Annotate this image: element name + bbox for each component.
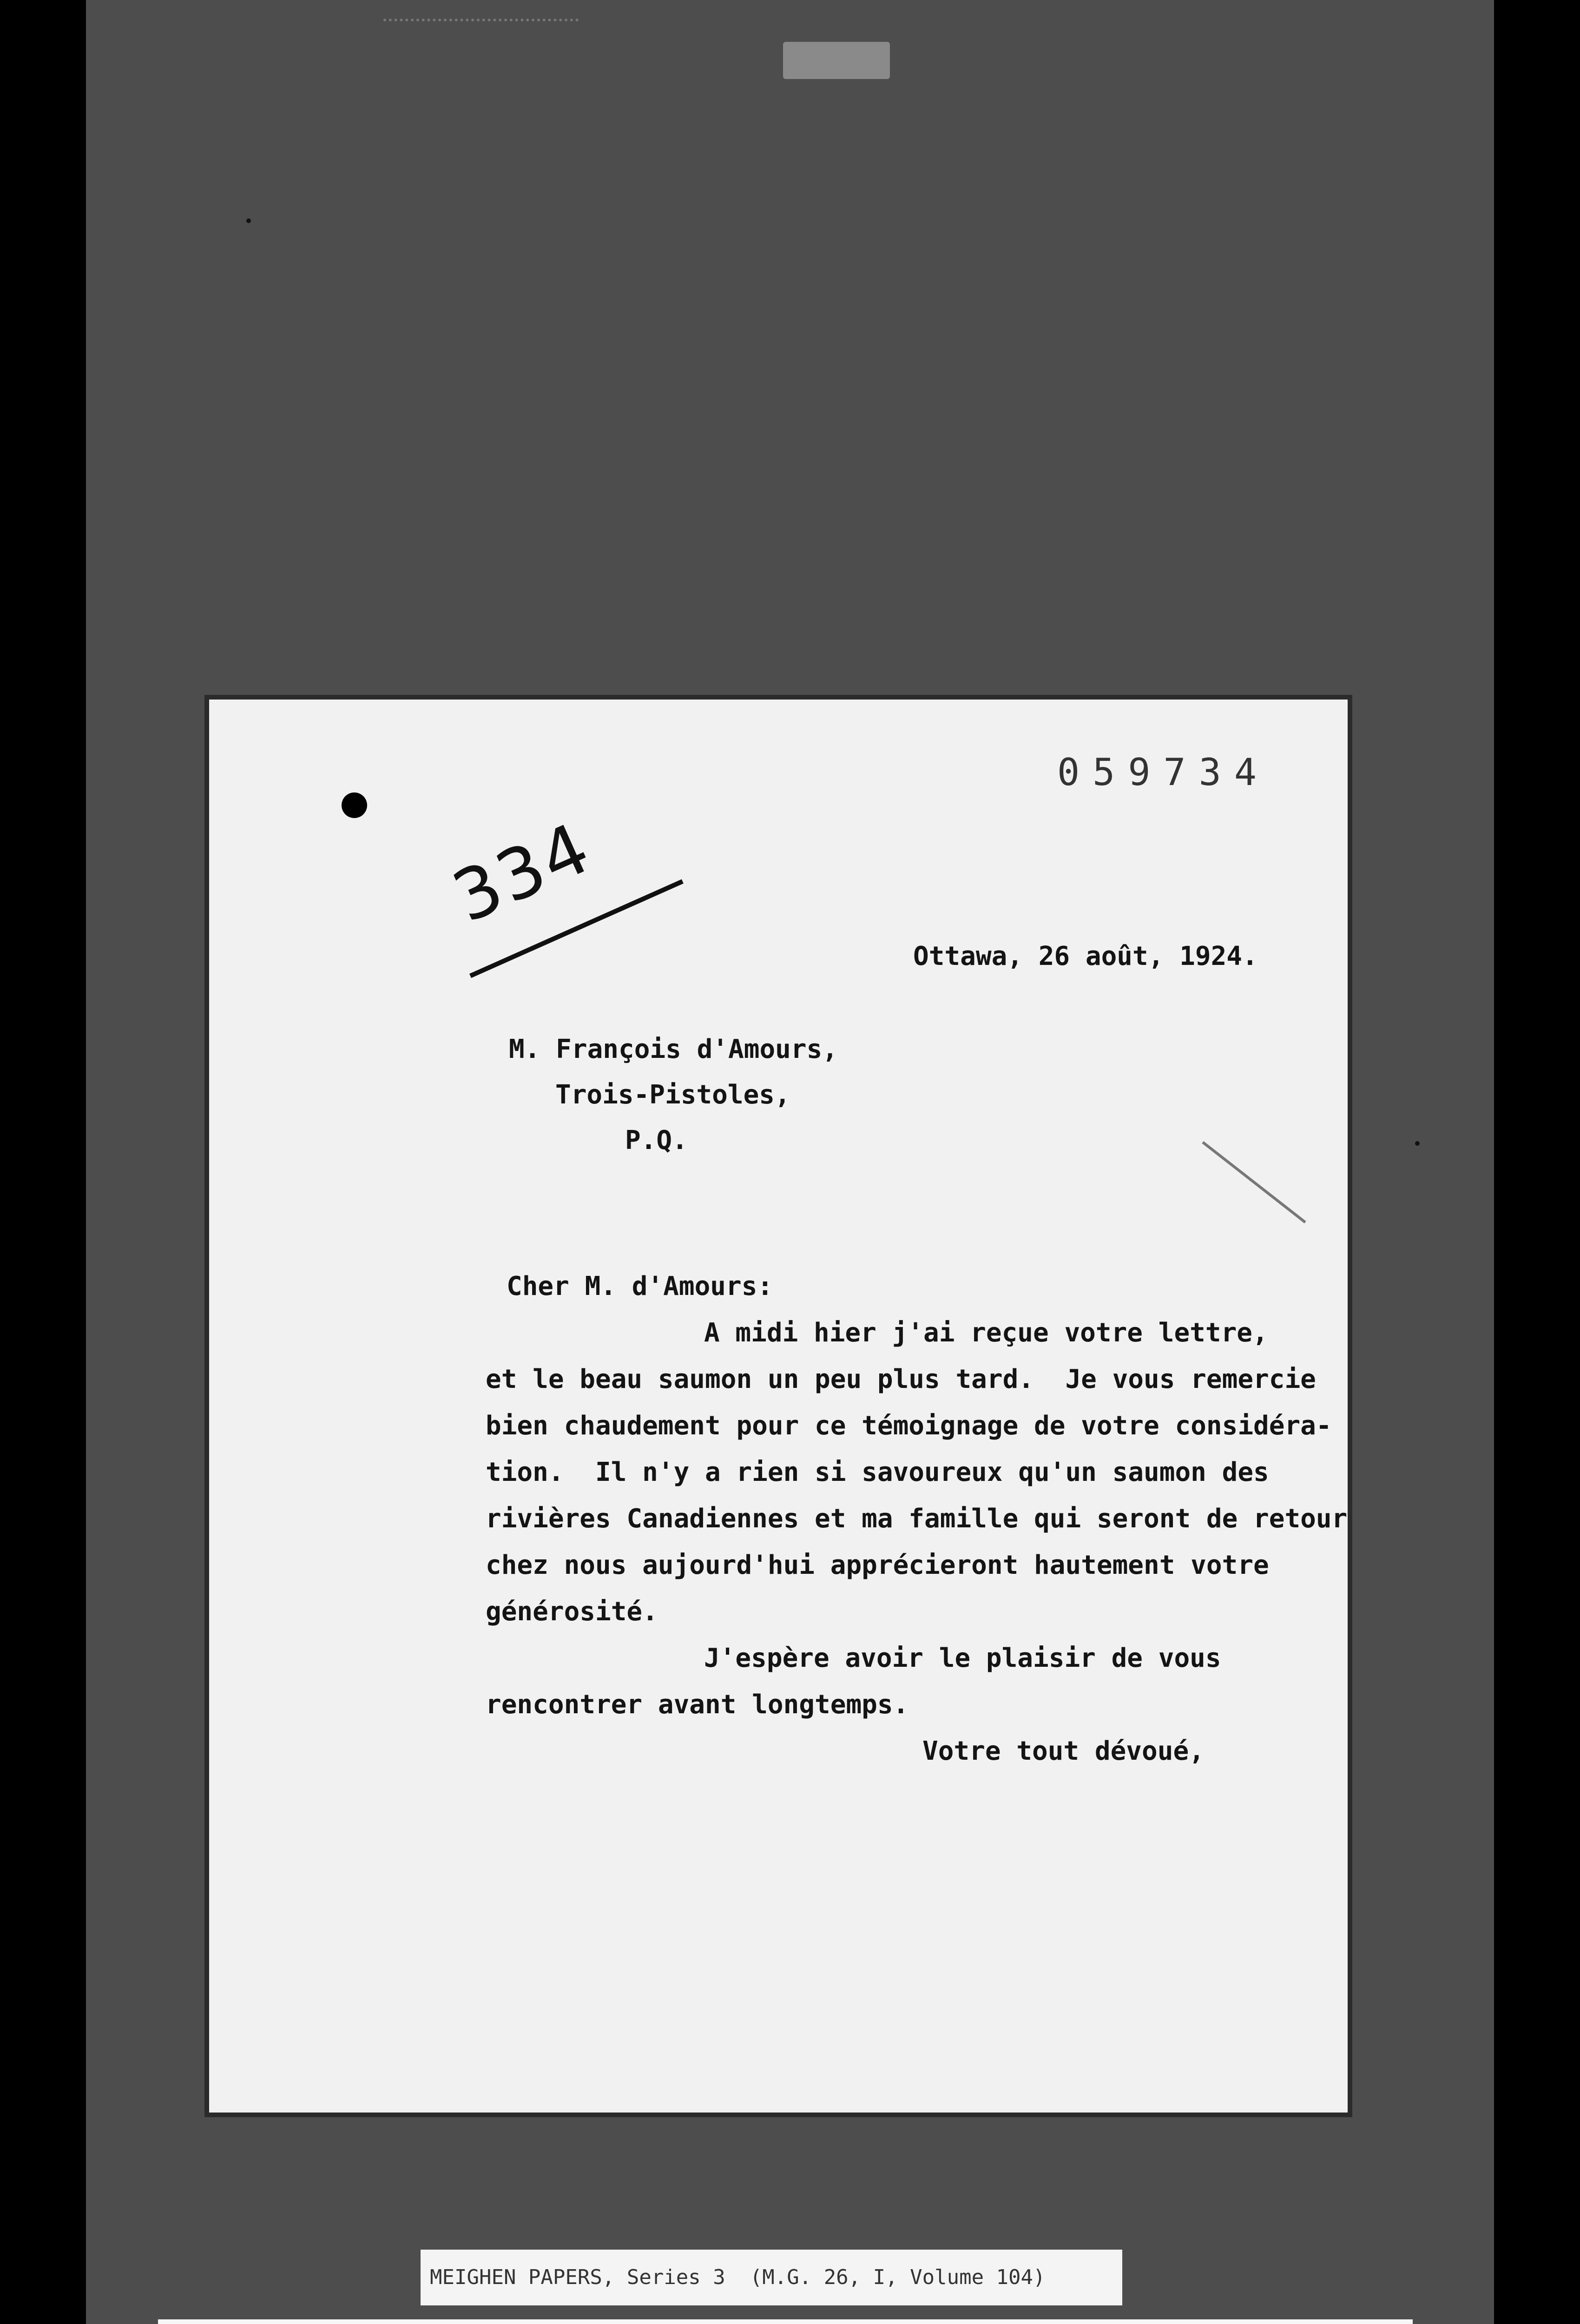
body-line: A midi hier j'ai reçue votre lettre, bbox=[704, 1318, 1268, 1348]
body-line: chez nous aujourd'hui apprécieront hautement votre bbox=[486, 1550, 1269, 1580]
film-tab bbox=[783, 42, 890, 79]
closing: Votre tout dévoué, bbox=[922, 1736, 1205, 1766]
paper-crease bbox=[1202, 1141, 1306, 1223]
salutation: Cher M. d'Amours: bbox=[507, 1271, 773, 1301]
film-speck bbox=[1415, 1141, 1420, 1146]
body-line: J'espère avoir le plaisir de vous bbox=[704, 1643, 1221, 1673]
film-speck bbox=[246, 218, 251, 223]
dateline: Ottawa, 26 août, 1924. bbox=[913, 941, 1258, 971]
body-line: rencontrer avant longtemps. bbox=[486, 1690, 909, 1720]
letter-page bbox=[209, 700, 1348, 2113]
body-line: rivières Canadiennes et ma famille qui seront de retour bbox=[486, 1504, 1348, 1534]
body-line: et le beau saumon un peu plus tard. Je vous remercie bbox=[486, 1364, 1316, 1394]
recipient-province: P.Q. bbox=[625, 1125, 688, 1155]
film-edge-marks bbox=[383, 19, 579, 40]
punch-hole bbox=[342, 792, 367, 818]
body-line: tion. Il n'y a rien si savoureux qu'un saumon des bbox=[486, 1457, 1269, 1487]
handwritten-number: 334 bbox=[441, 807, 604, 938]
archive-label-card bbox=[158, 2319, 1413, 2324]
series-label: MEIGHEN PAPERS, Series 3 (M.G. 26, I, Volume 104) bbox=[430, 2265, 1046, 2289]
body-line: générosité. bbox=[486, 1597, 658, 1627]
document-serial-number: 059734 bbox=[1057, 751, 1270, 794]
recipient-name: M. François d'Amours, bbox=[509, 1034, 838, 1064]
body-line: bien chaudement pour ce témoignage de votre considéra- bbox=[486, 1411, 1332, 1441]
series-caption bbox=[421, 2250, 1122, 2305]
recipient-city: Trois-Pistoles, bbox=[555, 1080, 790, 1110]
